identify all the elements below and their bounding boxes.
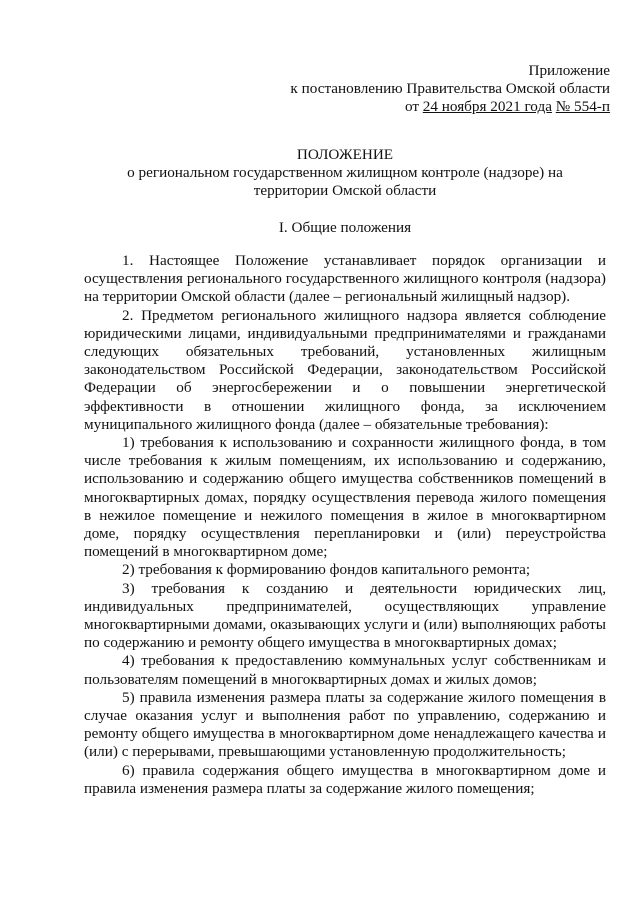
document-title bbox=[80, 146, 610, 200]
appendix-label: Приложение bbox=[528, 62, 610, 79]
paragraph-item-5: 5) правила изменения размера платы за содержание жилого помещения в случае оказания услуг и выполнения работ по управлению, содержанию и ремонту общего имущества в многоквартирном доме ненадлежащего качества и (или) с перерывами, превышающими установленную продолжительность; bbox=[84, 688, 606, 761]
appendix-date-line bbox=[290, 98, 610, 116]
paragraph-item-4: 4) требования к предоставлению коммунальных услуг собственникам и пользователям помещений в многоквартирных домах и жилых домов; bbox=[84, 652, 606, 688]
appendix-date: 24 ноября 2021 года bbox=[422, 98, 552, 115]
title-heading: ПОЛОЖЕНИЕ bbox=[296, 146, 394, 163]
paragraph-item-3: 3) требования к созданию и деятельности юридических лиц, индивидуальных предпринимателей, осуществляющих управление многоквартирными домами, оказывающих услуги и (или) выполняющих работы по содержанию и ремонту общего имущества в многоквартирных домах; bbox=[84, 579, 606, 652]
paragraph-item-2: 2) требования к формированию фондов капитального ремонта; bbox=[122, 561, 531, 579]
title-subtitle-line2: территории Омской области bbox=[253, 182, 437, 199]
paragraph-item-1: 1) требования к использованию и сохранности жилищного фонда, в том числе требования к жилым помещениям, их использованию и содержанию, использованию и содержанию общего имущества собственников помещений в многоквартирных домах, порядку осуществления перевода жилого помещения в нежилое помещение и нежилого помещения в жилое в многоквартирном доме, порядку осуществления перепланировки и (или) переустройства помещений в многоквартирном доме; bbox=[84, 434, 606, 561]
paragraph-item-6: 6) правила содержания общего имущества в многоквартирном доме и правила изменения размера платы за содержание жилого помещения; bbox=[84, 761, 606, 797]
document-body bbox=[84, 252, 606, 798]
appendix-resolution: к постановлению Правительства Омской области bbox=[290, 80, 610, 97]
title-subtitle-line1: о региональном государственном жилищном контроле (надзоре) на bbox=[127, 164, 563, 181]
paragraph-1: 1. Настоящее Положение устанавливает порядок организации и осуществления регионального государственного жилищного контроля (надзора) на территории Омской области (далее – региональный жилищный надзор). bbox=[84, 252, 606, 306]
appendix-block bbox=[290, 62, 610, 116]
appendix-from: от bbox=[404, 98, 419, 115]
paragraph-2: 2. Предметом регионального жилищного надзора является соблюдение юридическими лицами, индивидуальными предпринимателями и гражданами следующих обязательных требований, установленных жилищным законодательством Российской Федерации, законодательством Российской Федерации об энергосбережении и о повышении энергетической эффективности в отношении жилищного фонда, за исключением муниципального жилищного фонда (далее – обязательные требования): bbox=[84, 306, 606, 433]
appendix-number: № 554-п bbox=[555, 98, 610, 115]
section-heading: I. Общие положения bbox=[278, 219, 412, 236]
